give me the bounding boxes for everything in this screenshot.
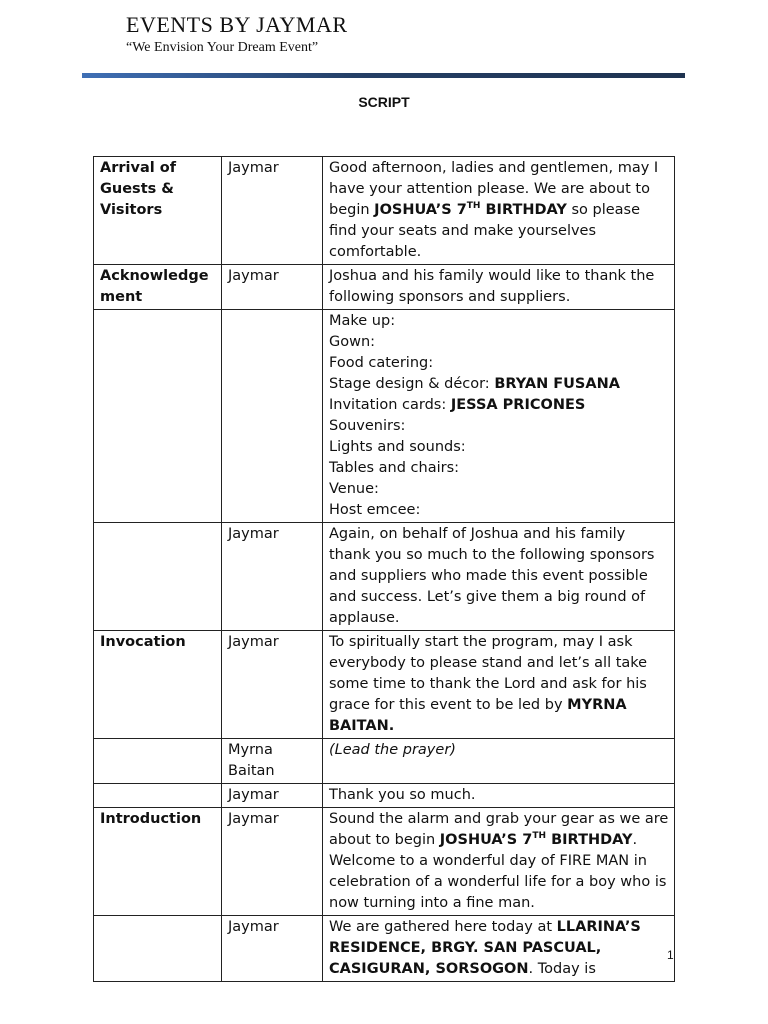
- text-segment: Lights and sounds:: [329, 439, 466, 455]
- script-line: [329, 158, 669, 263]
- script-row: [94, 784, 675, 808]
- script-line: [329, 500, 669, 521]
- script-row: [94, 631, 675, 739]
- text-segment: Tables and chairs:: [329, 460, 460, 476]
- speaker-cell: [222, 310, 323, 523]
- speaker-cell: Jaymar: [222, 631, 323, 739]
- text-segment: Invitation cards:: [329, 397, 451, 413]
- segment-cell: [94, 310, 222, 523]
- script-text-cell: [323, 265, 675, 310]
- text-segment: Venue:: [329, 481, 379, 497]
- text-segment: Host emcee:: [329, 502, 421, 518]
- text-segment: BIRTHDAY: [480, 202, 567, 218]
- script-line: [329, 632, 669, 737]
- segment-cell: [94, 739, 222, 784]
- text-segment: . Welcome to a wonderful day of FIRE MAN in celebration of a wonderful life for a boy who is now turning into a fine man.: [329, 832, 667, 911]
- script-row: [94, 265, 675, 310]
- script-table: [93, 156, 675, 982]
- page-number: 1: [667, 948, 674, 962]
- script-row: [94, 808, 675, 916]
- text-segment: Gown:: [329, 334, 376, 350]
- script-text-cell: [323, 523, 675, 631]
- text-segment: Joshua and his family would like to thank the following sponsors and suppliers.: [329, 268, 655, 305]
- text-segment: JOSHUA’S 7: [439, 832, 533, 848]
- segment-cell: Introduction: [94, 808, 222, 916]
- text-segment: Stage design & décor:: [329, 376, 495, 392]
- segment-cell: [94, 916, 222, 982]
- script-text-cell: [323, 739, 675, 784]
- script-line: [329, 353, 669, 374]
- text-segment: We are gathered here today at: [329, 919, 557, 935]
- script-line: [329, 479, 669, 500]
- speaker-cell: Myrna Baitan: [222, 739, 323, 784]
- text-segment: Souvenirs:: [329, 418, 406, 434]
- segment-cell: [94, 784, 222, 808]
- script-text-cell: [323, 310, 675, 523]
- script-line: [329, 311, 669, 332]
- script-text-cell: [323, 808, 675, 916]
- text-segment: . Today is: [528, 961, 596, 977]
- text-segment: BIRTHDAY: [546, 832, 633, 848]
- header-rule: [82, 73, 685, 78]
- text-segment: To spiritually start the program, may I ask everybody to please stand and let’s all take some time to thank the Lord and ask for his grace for this event to be led by: [329, 634, 648, 713]
- script-line: [329, 917, 669, 980]
- company-name: EVENTS BY JAYMAR: [126, 12, 348, 37]
- text-segment: Food catering:: [329, 355, 434, 371]
- script-line: [329, 266, 669, 308]
- text-segment: so please find your seats and make yourselves comfortable.: [329, 202, 641, 260]
- text-segment: TH: [532, 831, 547, 842]
- script-row: [94, 157, 675, 265]
- text-segment: Again, on behalf of Joshua and his family thank you so much to the following sponsors and suppliers who made this event possible and success. Let’s give them a big round of applause.: [329, 526, 655, 626]
- company-tagline: “We Envision Your Dream Event”: [126, 40, 319, 55]
- speaker-cell: Jaymar: [222, 157, 323, 265]
- script-line: [329, 374, 669, 395]
- script-text-cell: [323, 916, 675, 982]
- text-segment: LLARINA’S RESIDENCE, BRGY. SAN PASCUAL, CASIGURAN, SORSOGON: [329, 919, 641, 977]
- text-segment: Good afternoon, ladies and gentlemen, may I have your attention please. We are about to begin: [329, 160, 659, 218]
- text-segment: Sound the alarm and grab your gear as we are about to begin: [329, 811, 669, 848]
- script-text-cell: [323, 631, 675, 739]
- text-segment: BRYAN FUSANA: [494, 376, 620, 392]
- script-line: [329, 740, 669, 761]
- speaker-cell: Jaymar: [222, 916, 323, 982]
- script-line: [329, 809, 669, 914]
- script-row: [94, 916, 675, 982]
- script-line: [329, 416, 669, 437]
- script-text-cell: [323, 784, 675, 808]
- segment-cell: Acknowledge ment: [94, 265, 222, 310]
- text-segment: MYRNA BAITAN.: [329, 697, 627, 734]
- text-segment: JOSHUA’S 7: [374, 202, 467, 218]
- document-title: SCRIPT: [358, 94, 410, 110]
- text-segment: TH: [466, 201, 481, 212]
- speaker-cell: Jaymar: [222, 784, 323, 808]
- script-row: [94, 739, 675, 784]
- text-segment: Make up:: [329, 313, 396, 329]
- script-line: [329, 395, 669, 416]
- script-line: [329, 332, 669, 353]
- script-line: [329, 437, 669, 458]
- speaker-cell: Jaymar: [222, 523, 323, 631]
- segment-cell: Invocation: [94, 631, 222, 739]
- script-line: [329, 524, 669, 629]
- speaker-cell: Jaymar: [222, 265, 323, 310]
- script-text-cell: [323, 157, 675, 265]
- text-segment: Thank you so much.: [329, 787, 476, 803]
- script-line: [329, 458, 669, 479]
- script-line: [329, 785, 669, 806]
- segment-cell: [94, 523, 222, 631]
- segment-cell: Arrival of Guests & Visitors: [94, 157, 222, 265]
- script-row: [94, 523, 675, 631]
- script-row: [94, 310, 675, 523]
- text-segment: (Lead the prayer): [329, 742, 456, 758]
- text-segment: JESSA PRICONES: [450, 397, 586, 413]
- speaker-cell: Jaymar: [222, 808, 323, 916]
